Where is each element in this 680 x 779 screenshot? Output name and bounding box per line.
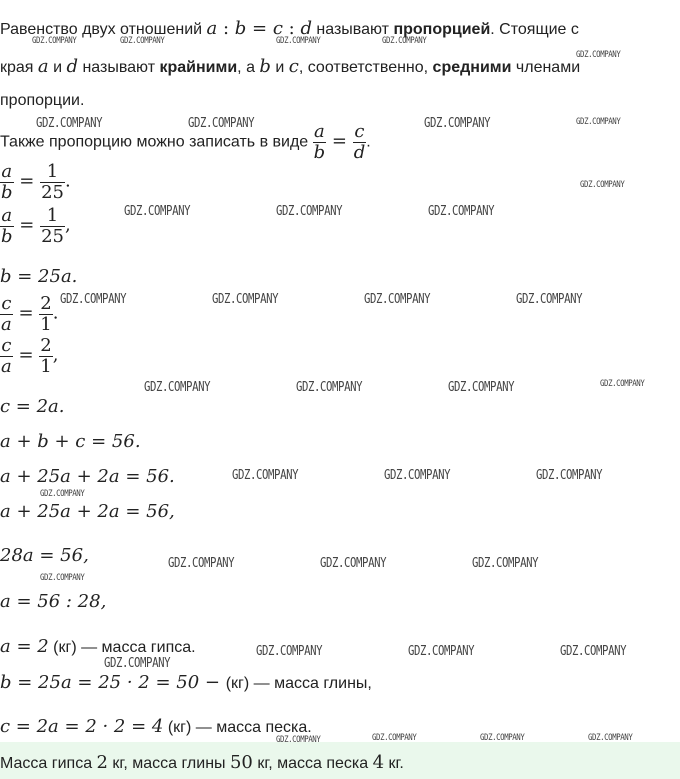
numerator: a: [1, 205, 13, 226]
watermark: GDZ.COMPANY: [276, 735, 321, 745]
var-b: b: [234, 18, 247, 39]
numerator: a: [1, 161, 13, 182]
eq-c: c = 2a.: [0, 396, 65, 417]
fraction: [39, 336, 52, 377]
math: a = 2: [0, 636, 49, 657]
equals: =: [246, 18, 273, 39]
watermark: GDZ.COMPANY: [124, 204, 191, 219]
watermark: GDZ.COMPANY: [448, 380, 515, 395]
fraction: [0, 294, 13, 335]
watermark: GDZ.COMPANY: [120, 36, 165, 46]
watermark: GDZ.COMPANY: [576, 50, 621, 60]
watermark: GDZ.COMPANY: [40, 489, 85, 499]
text: (кг) — масса глины,: [225, 675, 372, 692]
watermark: GDZ.COMPANY: [472, 556, 539, 571]
equals: =: [13, 170, 41, 192]
text: и: [270, 59, 289, 76]
text: края: [0, 59, 38, 76]
var-c: c: [288, 56, 299, 77]
intro-line-3: пропорции.: [0, 92, 85, 109]
math: c = 2a = 2 · 2 = 4: [0, 716, 164, 737]
eq-sub: a + 25a + 2a = 56.: [0, 466, 175, 487]
numerator: 1: [40, 206, 65, 227]
fraction: [0, 336, 13, 377]
denominator: 1: [40, 314, 52, 335]
text: называют: [311, 21, 394, 38]
numerator: 2: [40, 293, 52, 314]
denominator: d: [353, 142, 366, 163]
text: Также пропорцию можно записать в виде: [0, 133, 313, 151]
text: Масса гипса: [0, 755, 97, 772]
text: Равенство двух отношений: [0, 21, 207, 38]
answer-text: [0, 752, 404, 773]
watermark: GDZ.COMPANY: [40, 573, 85, 583]
text: . Стоящие с: [490, 21, 579, 38]
var-a: a: [37, 56, 49, 77]
eq-ab-2: $\frac{a}{b}$ = $\frac{1}{25}$ ,: [1, 205, 71, 247]
fraction: [0, 206, 14, 247]
text: членами: [511, 59, 581, 76]
watermark: GDZ.COMPANY: [256, 644, 323, 659]
numerator: 1: [40, 162, 65, 183]
watermark: GDZ.COMPANY: [600, 379, 645, 389]
var-c: c: [272, 18, 283, 39]
text: , соответственно,: [298, 59, 433, 76]
eq-b-value: [0, 672, 372, 693]
watermark: GDZ.COMPANY: [536, 468, 603, 483]
term-extremes: крайними: [159, 59, 238, 76]
equals: =: [13, 214, 41, 236]
eq-divide: a = 56 : 28,: [0, 591, 107, 612]
watermark: GDZ.COMPANY: [232, 468, 299, 483]
text: (кг) — масса песка.: [163, 719, 312, 736]
watermark: GDZ.COMPANY: [516, 292, 583, 307]
var-d: d: [66, 56, 78, 77]
watermark: GDZ.COMPANY: [580, 180, 625, 190]
watermark: GDZ.COMPANY: [560, 644, 627, 659]
watermark: GDZ.COMPANY: [168, 556, 235, 571]
watermark: GDZ.COMPANY: [60, 292, 127, 307]
equals: =: [12, 302, 40, 324]
watermark: GDZ.COMPANY: [104, 656, 171, 671]
text: кг, масса глины: [107, 755, 230, 772]
watermark: GDZ.COMPANY: [32, 36, 77, 46]
value: 50: [229, 752, 253, 773]
math: b = 25a = 25 · 2 = 50 −: [0, 672, 226, 693]
watermark: GDZ.COMPANY: [588, 733, 633, 743]
numerator: 2: [40, 335, 52, 356]
text: называют: [78, 59, 160, 76]
watermark: GDZ.COMPANY: [188, 116, 255, 131]
watermark: GDZ.COMPANY: [320, 556, 387, 571]
var-b: b: [259, 56, 271, 77]
term-middle: средними: [432, 59, 512, 76]
text: кг, масса песка: [252, 755, 373, 772]
watermark: GDZ.COMPANY: [384, 468, 451, 483]
eq-a-value: [0, 636, 196, 657]
numerator: a: [314, 121, 325, 142]
watermark: GDZ.COMPANY: [382, 36, 427, 46]
numerator: c: [1, 293, 12, 314]
numerator: c: [1, 335, 12, 356]
watermark: GDZ.COMPANY: [408, 644, 475, 659]
answer-box: [0, 742, 680, 779]
colon: :: [282, 18, 301, 39]
text: (кг) — масса гипса.: [48, 639, 196, 656]
watermark: GDZ.COMPANY: [424, 116, 491, 131]
var-a: a: [206, 18, 218, 39]
value: 4: [372, 752, 385, 773]
watermark: GDZ.COMPANY: [480, 733, 525, 743]
colon: :: [217, 18, 235, 39]
fraction: [0, 162, 14, 203]
watermark: GDZ.COMPANY: [372, 733, 417, 743]
text: , а: [237, 59, 260, 76]
denominator: a: [1, 314, 12, 335]
denominator: b: [1, 226, 13, 247]
watermark: GDZ.COMPANY: [212, 292, 279, 307]
watermark: GDZ.COMPANY: [276, 204, 343, 219]
equals: =: [326, 130, 353, 152]
eq-b: b = 25a.: [0, 266, 78, 287]
intro-line-4: Также пропорцию можно записать в виде $\frac{a}{b}$ = $\frac{c}{d}$ .: [0, 121, 371, 163]
watermark: GDZ.COMPANY: [428, 204, 495, 219]
numerator: c: [354, 121, 365, 142]
intro-line-2: [0, 56, 580, 77]
denominator: b: [313, 142, 326, 163]
denominator: b: [1, 182, 13, 203]
watermark: GDZ.COMPANY: [276, 36, 321, 46]
fraction: [40, 162, 65, 203]
eq-sum: a + b + c = 56.: [0, 431, 141, 452]
denominator: 25: [41, 226, 64, 247]
value: 2: [96, 752, 108, 773]
text: кг.: [384, 755, 404, 772]
watermark: GDZ.COMPANY: [36, 116, 103, 131]
fraction: [40, 206, 65, 247]
eq-ca-2: $\frac{c}{a}$ = $\frac{2}{1}$ ,: [1, 335, 59, 377]
eq-combined: 28a = 56,: [0, 545, 89, 566]
eq-ab-1: $\frac{a}{b}$ = $\frac{1}{25}$ .: [1, 161, 71, 203]
equals: =: [12, 344, 40, 366]
eq-sub-2: a + 25a + 2a = 56,: [0, 501, 175, 522]
watermark: GDZ.COMPANY: [576, 117, 621, 127]
denominator: a: [1, 356, 12, 377]
term-proportion: пропорцией: [393, 21, 491, 38]
watermark: GDZ.COMPANY: [144, 380, 211, 395]
eq-c-value: [0, 716, 312, 737]
eq-ca-1: $\frac{c}{a}$ = $\frac{2}{1}$ .: [1, 293, 59, 335]
var-d: d: [300, 18, 312, 39]
text: и: [48, 59, 67, 76]
fraction-c-d: [353, 122, 367, 163]
watermark: GDZ.COMPANY: [364, 292, 431, 307]
fraction-a-b: [313, 122, 327, 163]
denominator: 25: [41, 182, 64, 203]
fraction: [39, 294, 52, 335]
watermark: GDZ.COMPANY: [296, 380, 363, 395]
denominator: 1: [40, 356, 52, 377]
